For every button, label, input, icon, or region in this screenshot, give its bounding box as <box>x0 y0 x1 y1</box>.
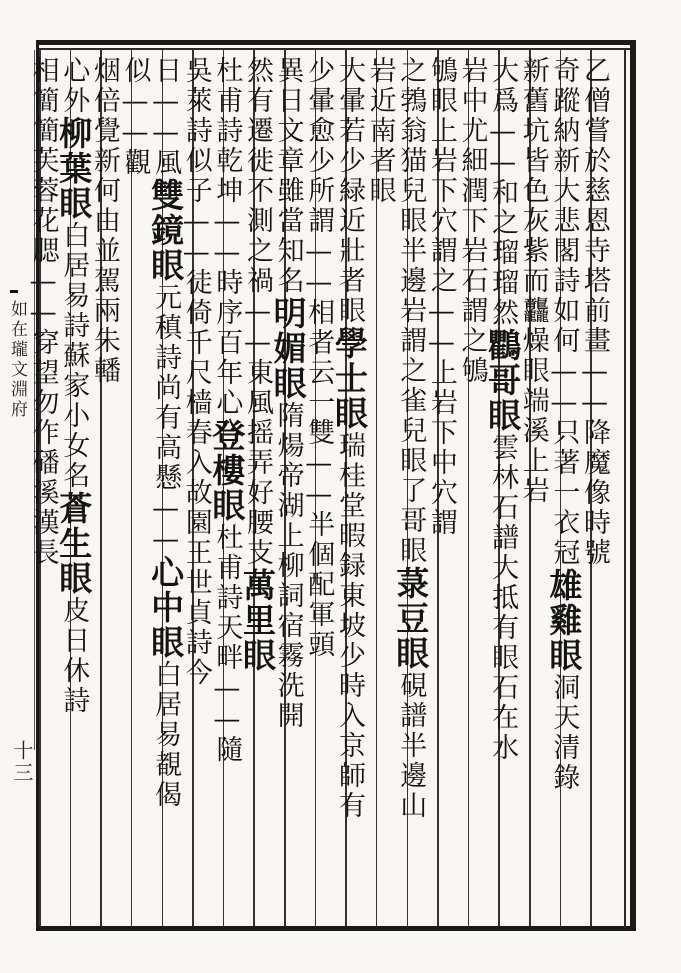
column-text: 吳萊詩似子 <box>180 56 212 206</box>
text-column <box>119 56 163 922</box>
repeat-dash: —— <box>150 493 182 555</box>
column-text: 隨 <box>211 735 243 765</box>
entry-headword: 蒼生眼 <box>54 491 94 596</box>
column-text: 岩中尤細潤下岩石謂之鴝 <box>456 56 488 386</box>
text-column <box>456 56 500 922</box>
column-text: 少暈愈少所謂 <box>303 56 335 236</box>
column-text: 時序百年心 <box>211 268 243 418</box>
column-text: 元稹詩尚有高懸 <box>150 283 182 493</box>
column-text: 上岩下中穴謂 <box>425 358 457 538</box>
repeat-dash: —— <box>303 448 335 510</box>
entry-headword: 心中眼 <box>146 555 186 660</box>
column-text: 徒倚千尺樯 <box>180 268 212 418</box>
column-text: 洞天清錄 <box>548 673 580 793</box>
repeat-dash: —— <box>487 116 519 178</box>
repeat-dash: —— <box>27 266 59 328</box>
column-text: 白居易覩偈 <box>150 660 182 810</box>
text-column <box>329 56 377 922</box>
frame-bottom-border <box>36 926 636 931</box>
frame-right-inner-border <box>624 48 626 928</box>
text-column <box>88 56 132 922</box>
text-column <box>425 56 469 922</box>
column-text: 大暈若少緑近壯者眼 <box>333 56 365 326</box>
column-text: 日 <box>150 56 182 86</box>
column-text: 穿望勿作磻溪漢長 <box>27 328 59 568</box>
frame-right-border <box>630 40 636 931</box>
frame-top-border <box>36 40 636 45</box>
entry-headword: 柳葉眼 <box>54 116 94 221</box>
text-column <box>268 56 316 922</box>
text-column <box>578 56 622 922</box>
text-column <box>303 56 347 922</box>
column-text: 和之瑠瑠然 <box>487 178 519 328</box>
page-number: 十三 <box>10 740 34 784</box>
column-text: 降魔像時號 <box>578 418 610 568</box>
text-column <box>544 56 592 922</box>
repeat-dash: —— <box>211 206 243 268</box>
column-text: 烟倍覺新 <box>88 56 120 176</box>
repeat-dash: —— <box>211 673 243 735</box>
column-text: 半個配軍頭 <box>303 510 335 660</box>
column-text: 杜甫詩天畔 <box>211 523 243 673</box>
column-text: 春入故園王世貞詩今 <box>180 418 212 688</box>
column-text: 只著一衣冠 <box>548 418 580 568</box>
text-column <box>238 56 285 922</box>
text-column <box>483 56 530 922</box>
column-text: 風 <box>150 148 182 178</box>
column-text: 異日文章雖當知名 <box>272 56 304 296</box>
column-text: 然有遷徙不測之禍 <box>242 56 274 296</box>
entry-headword: 菉豆眼 <box>391 566 431 671</box>
text-column <box>146 56 194 922</box>
column-text: 心外 <box>58 56 90 116</box>
repeat-dash: —— <box>548 356 580 418</box>
column-text: 隋煬帝湖上柳詞宿霧洗開 <box>272 401 304 731</box>
column-text: 簡簡芙蓉花腮 <box>27 86 59 266</box>
text-column <box>207 56 255 922</box>
entry-headword: 雙鏡眼 <box>146 178 186 283</box>
column-text: 觀 <box>119 148 151 178</box>
column-text: 相者云一雙 <box>303 298 335 448</box>
column-text: 之鵓翁猫兒眼半邊岩謂之雀兒眼了哥眼 <box>395 56 427 566</box>
column-text: 乙僧嘗於慈恩寺塔前畫 <box>578 56 610 356</box>
column-text: 似 <box>119 56 151 86</box>
repeat-dash: —— <box>119 86 151 148</box>
text-column <box>364 56 408 922</box>
column-text: 硯譜半邊山 <box>395 671 427 821</box>
column-text: 鴝眼上岩下穴謂之 <box>425 56 457 296</box>
column-text: 奇蹤納新大悲閣詩如何 <box>548 56 580 356</box>
column-text: 新舊坑皆色灰紫而龘燥眼 <box>517 56 549 386</box>
column-text: 岩近南者眼 <box>364 56 396 206</box>
entry-headword: 鸜哥眼 <box>483 328 523 433</box>
entry-headword: 明媚眼 <box>268 296 308 401</box>
entry-headword: 登樓眼 <box>207 418 247 523</box>
text-column <box>54 56 102 922</box>
entry-headword: 萬里眼 <box>238 568 278 673</box>
text-column <box>391 56 439 922</box>
text-column <box>517 56 561 922</box>
column-text: 相 <box>27 56 59 86</box>
column-text: 大爲 <box>487 56 519 116</box>
column-text: 何由並駕兩朱轓 <box>88 176 120 386</box>
column-text: 皮日休詩 <box>58 596 90 716</box>
text-column <box>27 56 71 922</box>
column-text: 杜甫詩乾坤 <box>211 56 243 206</box>
column-text: 雲林石譜大抵有眼石在水 <box>487 433 519 763</box>
column-text: 瑞桂堂暇録東坡少時入京師有 <box>333 431 365 821</box>
repeat-dash: —— <box>303 236 335 298</box>
frame-top-inner-border <box>36 48 636 50</box>
repeat-dash: —— <box>180 206 212 268</box>
entry-headword: 學士眼 <box>329 326 369 431</box>
text-column <box>180 56 224 922</box>
column-text: 東風摇弄好腰支 <box>242 358 274 568</box>
column-text: 端溪上岩 <box>517 386 549 506</box>
repeat-dash: —— <box>425 296 457 358</box>
repeat-dash: —— <box>242 296 274 358</box>
repeat-dash: —— <box>150 86 182 148</box>
entry-headword: 雄雞眼 <box>544 568 584 673</box>
column-text: 白居易詩蘇家小女名 <box>58 221 90 491</box>
margin-book-title: 如在瓏文淵府 <box>7 300 27 420</box>
repeat-dash: —— <box>578 356 610 418</box>
